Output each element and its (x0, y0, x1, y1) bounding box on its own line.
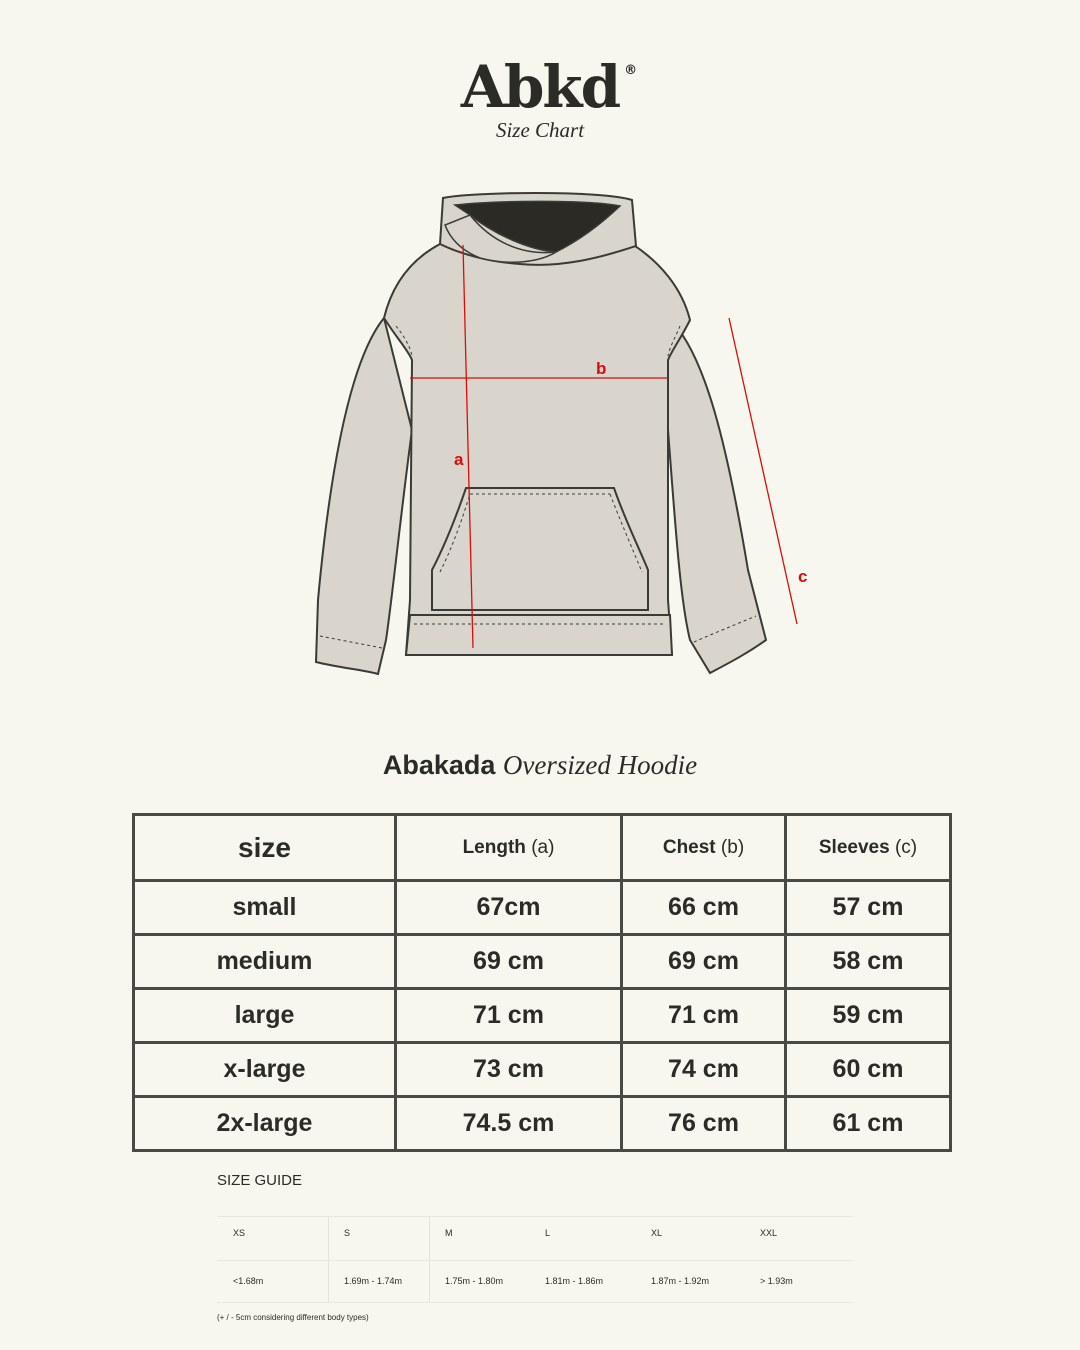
brand-header (0, 53, 1080, 143)
header-chest: Chest (b) (622, 815, 786, 881)
sleeves-cell: 60 cm (786, 1043, 951, 1097)
length-cell: 67cm (396, 881, 622, 935)
size-cell: x-large (134, 1043, 396, 1097)
size-guide-title: SIZE GUIDE (217, 1172, 303, 1189)
guide-height: 1.75m - 1.80m (445, 1276, 504, 1286)
table-row (134, 1097, 951, 1151)
length-cell: 73 cm (396, 1043, 622, 1097)
guide-size: XXL (760, 1228, 778, 1238)
chest-cell: 74 cm (622, 1043, 786, 1097)
chest-cell: 71 cm (622, 989, 786, 1043)
guide-height: <1.68m (233, 1276, 264, 1286)
guide-height: > 1.93m (760, 1276, 793, 1286)
length-cell: 69 cm (396, 935, 622, 989)
table-row (134, 881, 951, 935)
product-type: Oversized Hoodie (502, 750, 698, 780)
sleeves-cell: 61 cm (786, 1097, 951, 1151)
label-c: c (798, 567, 808, 586)
size-cell: large (134, 989, 396, 1043)
size-guide-heights-row (217, 1259, 853, 1303)
guide-height: 1.87m - 1.92m (651, 1276, 710, 1286)
sleeves-cell: 57 cm (786, 881, 951, 935)
label-b: b (596, 359, 607, 378)
chest-cell: 69 cm (622, 935, 786, 989)
guide-size: XS (233, 1228, 246, 1238)
guide-size: S (344, 1228, 351, 1238)
size-cell: small (134, 881, 396, 935)
size-cell: 2x-large (134, 1097, 396, 1151)
size-guide-table (217, 1216, 853, 1302)
length-cell: 71 cm (396, 989, 622, 1043)
chest-cell: 66 cm (622, 881, 786, 935)
guide-height: 1.81m - 1.86m (545, 1276, 604, 1286)
sleeves-cell: 58 cm (786, 935, 951, 989)
guide-size: L (545, 1228, 551, 1238)
size-guide-note: (+ / - 5cm considering different body types) (217, 1313, 369, 1322)
product-title (0, 750, 1080, 781)
header-size: size (134, 815, 396, 881)
length-cell: 74.5 cm (396, 1097, 622, 1151)
sleeves-cell: 59 cm (786, 989, 951, 1043)
chest-cell: 76 cm (622, 1097, 786, 1151)
size-guide-sizes-row (217, 1216, 853, 1261)
guide-size: XL (651, 1228, 663, 1238)
hoodie-illustration (316, 193, 766, 674)
table-row (134, 935, 951, 989)
registered-mark: ® (624, 63, 636, 78)
label-a: a (454, 450, 464, 469)
size-table (132, 813, 952, 1152)
table-row (134, 1043, 951, 1097)
brand-name: Abkd (460, 53, 620, 121)
header-sleeves: Sleeves (c) (786, 815, 951, 881)
guide-height: 1.69m - 1.74m (344, 1276, 403, 1286)
product-name: Abakada (382, 750, 496, 780)
hoodie-diagram (290, 185, 810, 685)
guide-size: M (445, 1228, 453, 1238)
size-table-header-row (134, 815, 951, 881)
brand-subtitle: Size Chart (495, 118, 585, 142)
table-row (134, 989, 951, 1043)
size-cell: medium (134, 935, 396, 989)
header-length: Length (a) (396, 815, 622, 881)
brand-logo (460, 53, 636, 121)
